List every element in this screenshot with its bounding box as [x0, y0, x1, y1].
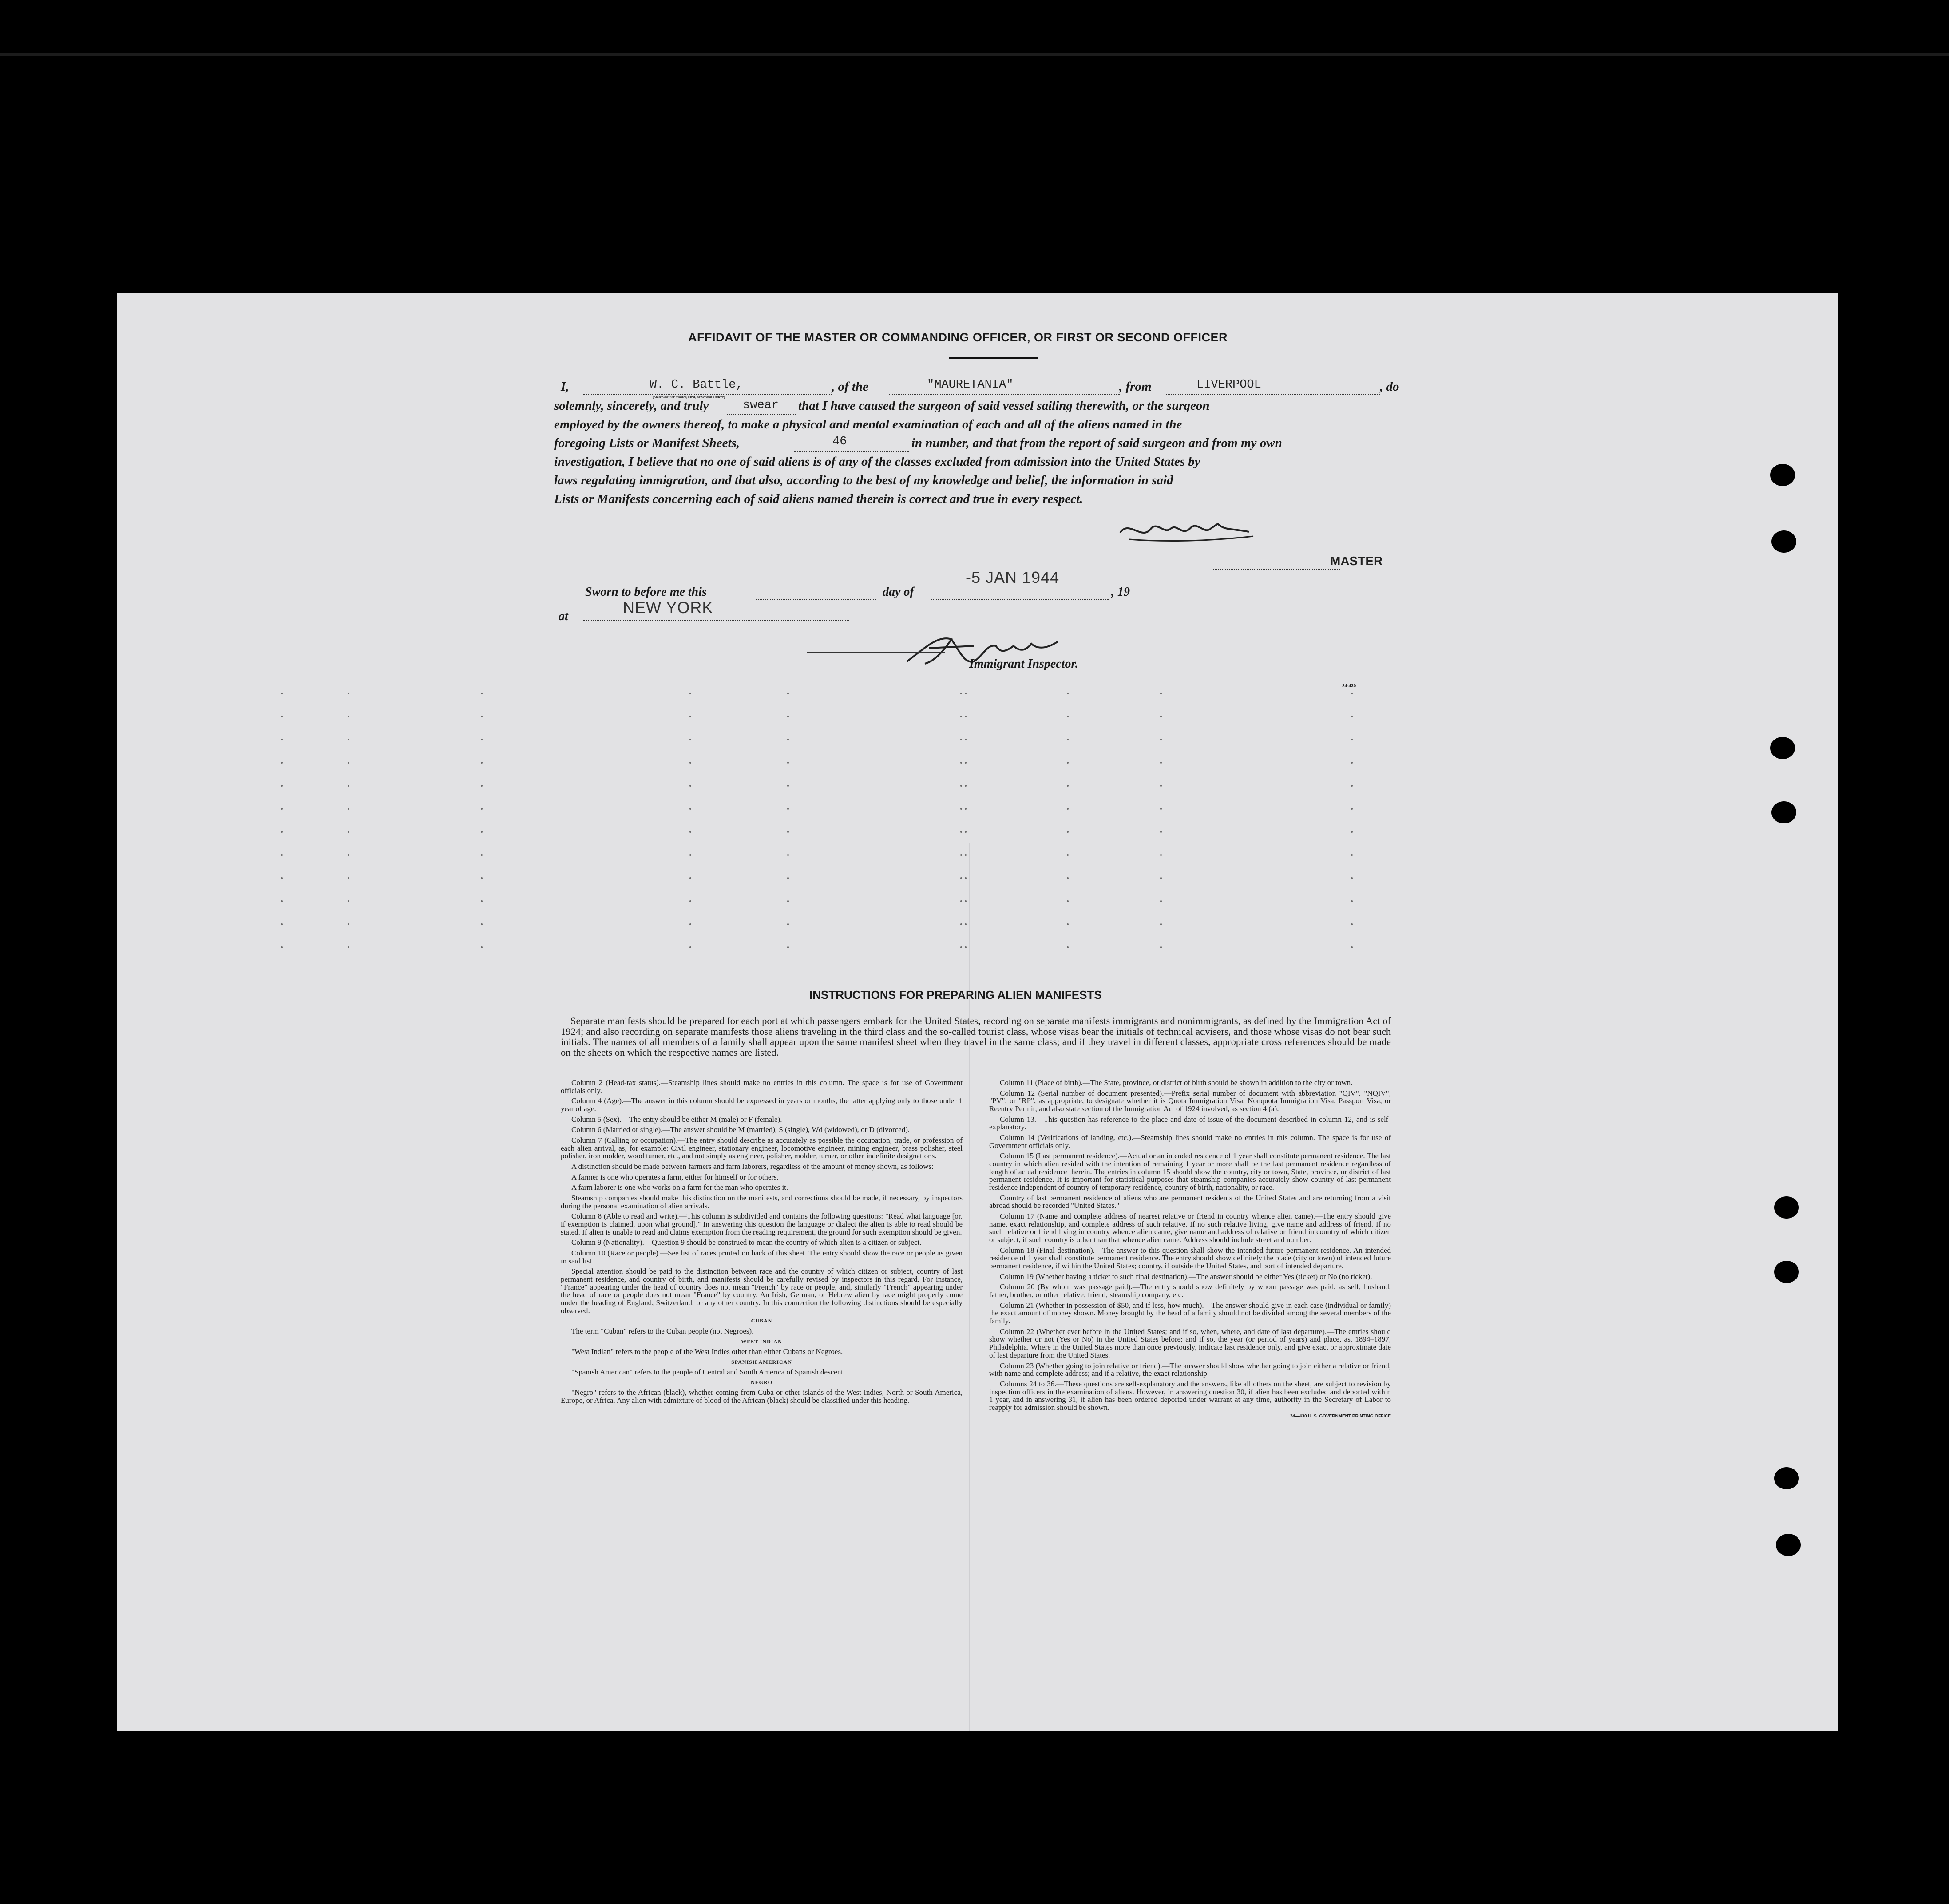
punch-hole [1770, 737, 1795, 759]
guide-dot [1067, 831, 1069, 833]
guide-dot [281, 785, 283, 787]
instruction-paragraph: Columns 24 to 36.—These questions are self-explanatory and the answers, like all others on the sheet, are subject to revision by inspection officers in the examination of aliens. However, in answering question 30, if alien has been excluded and deported within 1 year, and in answering 31, if alien has been ordered deported under warrant at any time, authority in the Secretary of Labor to reapply for admission should be shown. [989, 1379, 1391, 1412]
instruction-paragraph: Column 17 (Name and complete address of nearest relative or friend in country whence alien came).—The entry should give name, exact relationship, and complete address of such relative. If no such relative living, give name and address of friend. If no such relative or friend living in country whence alien came, give name and address of relative or friend in country of which citizen or subject, if such country is other than that whence alien came. Address should include street and number. [989, 1212, 1391, 1244]
instruction-paragraph: Column 13.—This question has reference to the place and date of issue of the document described in column 12, and is self-explanatory. [989, 1115, 1391, 1132]
oath-word: swear [743, 399, 779, 412]
officer-note: (State whether Master, First, or Second Officer) [653, 395, 725, 399]
guide-dot [787, 900, 789, 902]
guide-dot [1067, 693, 1069, 694]
at-label: at [559, 610, 568, 623]
guide-dot [1067, 923, 1069, 925]
guide-dot [689, 716, 691, 717]
instruction-paragraph: A distinction should be made between farmers and farm laborers, regardless of the amount of money shown, as follows: [571, 1162, 934, 1171]
west-indian-text: "West Indian" refers to the people of the West Indies other than either Cubans or Negroes. [571, 1347, 843, 1356]
word-from: , from [1119, 380, 1152, 394]
guide-dot [1160, 808, 1162, 810]
inspector-label: Immigrant Inspector. [969, 657, 1078, 671]
place-line [583, 620, 849, 621]
guide-dot [1067, 785, 1069, 787]
guide-dot [1067, 854, 1069, 856]
spanish-american-text: "Spanish American" refers to the people of Central and South America of Spanish descent. [571, 1368, 845, 1377]
film-edge-top [0, 53, 1949, 56]
guide-dot [1067, 762, 1069, 764]
guide-dot [481, 693, 483, 694]
guide-dot [1351, 785, 1353, 787]
guide-dot [481, 808, 483, 810]
guide-dot [1160, 923, 1162, 925]
guide-dot [689, 808, 691, 810]
guide-dot [965, 831, 967, 833]
guide-dot [965, 739, 967, 740]
guide-dot [1160, 739, 1162, 740]
instruction-paragraph: Column 18 (Final destination).—The answer to this question shall show the intended future permanent residence. An intended residence of 1 year shall constitute permanent residence. The entry should show definitely the place (city or town) of intended future permanent residence, if within the United States; country, if outside the United States, and port of intended departure. [989, 1246, 1391, 1271]
guide-dot [689, 946, 691, 948]
master-signature-line [1213, 569, 1340, 570]
guide-dot [1160, 877, 1162, 879]
guide-dot [348, 831, 349, 833]
guide-dot [348, 854, 349, 856]
guide-dot [481, 762, 483, 764]
word-i: I, [561, 380, 569, 394]
punch-hole [1776, 1534, 1801, 1556]
punch-hole [1770, 464, 1795, 486]
guide-dot [1067, 716, 1069, 717]
guide-dot [960, 831, 962, 833]
guide-dot [689, 900, 691, 902]
guide-dot [281, 923, 283, 925]
instruction-paragraph: Column 5 (Sex).—The entry should be either M (male) or F (female). [571, 1115, 782, 1124]
guide-dot [1067, 877, 1069, 879]
instruction-paragraph: Column 8 (Able to read and write).—This column is subdivided and contains the following questions: "Read what language [or, if exemption is claimed, upon what ground]." In answering this question the language or dialect the alien is able to read should be stated. If alien is unable to read and claims exemption from the reading requirement, the ground for such exemption should be given. [561, 1212, 963, 1236]
guide-dot [348, 946, 349, 948]
master-signature [1116, 515, 1258, 550]
date-stamp: -5 JAN 1944 [966, 568, 1060, 586]
guide-dot [787, 739, 789, 740]
guide-dot [481, 785, 483, 787]
guide-dot [960, 693, 962, 694]
guide-dot [965, 877, 967, 879]
inspector-signature-line [807, 652, 945, 653]
guide-dot [1351, 923, 1353, 925]
punch-hole [1774, 1196, 1799, 1219]
guide-dot [965, 693, 967, 694]
guide-dot [1067, 946, 1069, 948]
guide-dot [1160, 854, 1162, 856]
word-do: , do [1380, 380, 1399, 394]
guide-dot [481, 877, 483, 879]
affidavit-line-6: laws regulating immigration, and that also, according to the best of my knowledge and belief, the information in said [554, 473, 1173, 487]
instructions-intro: Separate manifests should be prepared for each port at which passengers embark for the United States, recording on separate manifests immigrants and nonimmigrants, as defined by the Immigration Act of 1924; and also recording on separate manifests those aliens traveling in the third class and the so-called tourist class, whose visas bear the initials of technical advisers, and those whose visas do not bear such initials. The names of all members of a family shall appear upon the same manifest sheet when they travel in the same class; and if they travel in different classes, appropriate cross references should be made on the sheets on which the respective names are listed. [561, 1015, 1391, 1058]
guide-dot [481, 716, 483, 717]
instruction-paragraph: Column 15 (Last permanent residence).—Actual or an intended residence of 1 year shall constitute permanent residence. The last country in which alien resided with the intention of remaining 1 year or more shall be the last permanent residence regardless of length of actual residence therein. The entries in column 15 should show the country, city or town, State, province, or district of last permanent residence. It is important for statistical purposes that steamship companies accurately show country of last permanent residence independent of country of temporary residence, country of birth, nationality, or race. [989, 1152, 1391, 1192]
guide-dot [1067, 808, 1069, 810]
instruction-paragraph: Column 19 (Whether having a ticket to such final destination).—The answer should be either Yes (ticket) or No (no ticket). [1000, 1272, 1372, 1281]
negro-text: "Negro" refers to the African (black), whether coming from Cuba or other islands of the West Indies, North or South America, Europe, or Africa. Any alien with admixture of blood of the African (black) should be classified under this heading. [561, 1388, 963, 1405]
guide-dot [281, 900, 283, 902]
guide-dot [1351, 854, 1353, 856]
guide-dot [1351, 739, 1353, 740]
guide-dot [1160, 762, 1162, 764]
cuban-heading: CUBAN [751, 1318, 772, 1324]
affidavit-line-7: Lists or Manifests concerning each of said aliens named therein is correct and true in every respect. [554, 492, 1083, 506]
guide-dot [281, 831, 283, 833]
instruction-paragraph: Column 4 (Age).—The answer in this column should be expressed in years or months, the latter applying only to those under 1 year of age. [561, 1096, 963, 1113]
sworn-day-line [756, 599, 876, 600]
page-fold [969, 843, 970, 1731]
punch-hole [1771, 801, 1796, 823]
guide-dot [481, 831, 483, 833]
guide-dot [1067, 739, 1069, 740]
port-name: LIVERPOOL [1196, 378, 1261, 392]
guide-dot [348, 693, 349, 694]
guide-dot [965, 854, 967, 856]
guide-dot [689, 739, 691, 740]
instruction-paragraph: Column 22 (Whether ever before in the United States; and if so, when, where, and date of last departure).—The entries should show whether or not (Yes or No) in the United States before; and if so, the year (or period of years) and place, as, 1894–1897, Philadelphia. Where in the United States more than once previously, indicate last residence only, and give exact or approximate date of last departure from the United States. [989, 1327, 1391, 1359]
sheet-count: 46 [832, 435, 847, 448]
oath-line-start: solemnly, sincerely, and truly [554, 399, 709, 413]
guide-dot [348, 808, 349, 810]
guide-dot [689, 854, 691, 856]
guide-dot [787, 785, 789, 787]
guide-dot [281, 739, 283, 740]
guide-dot [1351, 946, 1353, 948]
guide-dot [348, 900, 349, 902]
instruction-paragraph: Column 2 (Head-tax status).—Steamship lines should make no entries in this column. The space is for use of Government officials only. [561, 1078, 963, 1095]
guide-dot [960, 877, 962, 879]
guide-dot [1351, 808, 1353, 810]
guide-dot [965, 900, 967, 902]
guide-dot [689, 762, 691, 764]
punch-hole [1771, 530, 1796, 553]
sworn-month-line [931, 599, 1109, 600]
instruction-paragraph: Special attention should be paid to the distinction between race and the country of which citizen or subject, country of last permanent residence, and country of birth, and manifests should be carefully revised by inspectors in this regard. For instance, "France" appearing under the head of country does not mean "French" by race or people, and, similarly "French" appearing under the head of race or people does not mean "France" by country. An Irish, German, or Hebrew alien by race might properly come under the heading of England, Switzerland, or any other country. In this connection the following distinctions should be especially observed: [561, 1267, 963, 1315]
guide-dot [1351, 716, 1353, 717]
affidavit-title: AFFIDAVIT OF THE MASTER OR COMMANDING OFFICER, OR FIRST OR SECOND OFFICER [688, 331, 1228, 344]
punch-hole [1774, 1261, 1799, 1283]
instruction-paragraph: Steamship companies should make this distinction on the manifests, and corrections should be made, if necessary, by inspectors during the personal examination of alien arrivals. [561, 1194, 963, 1210]
guide-dot [481, 900, 483, 902]
negro-heading: NEGRO [750, 1379, 772, 1385]
instruction-paragraph: Column 7 (Calling or occupation).—The entry should describe as accurately as possible the occupation, trade, or profession of each alien arrival, as, for example: Civil engineer, stationary engineer, locomotive engineer, mining engineer, brass polisher, steel polisher, iron molder, wood turner, etc., and not simply as engineer, polisher, molder, turner, or other indefinite designations. [561, 1136, 963, 1160]
guide-dot [1160, 831, 1162, 833]
guide-dot [281, 854, 283, 856]
guide-dot [348, 762, 349, 764]
guide-dot [960, 808, 962, 810]
guide-dot [787, 831, 789, 833]
guide-dot [787, 808, 789, 810]
guide-dot [281, 877, 283, 879]
instruction-paragraph: Column 20 (By whom was passage paid).—The entry should show definitely by whom passage was paid, as self; husband, father, brother, or other relative; friend; steamship company, etc. [989, 1283, 1391, 1299]
cuban-text: The term "Cuban" refers to the Cuban people (not Negroes). [571, 1326, 754, 1335]
guide-dot [1160, 693, 1162, 694]
guide-dot [1351, 831, 1353, 833]
instruction-paragraph: Column 6 (Married or single).—The answer should be M (married), S (single), Wd (widowed), or D (divorced). [571, 1125, 910, 1134]
instructions-right-column [989, 1079, 1391, 1421]
guide-dot [965, 923, 967, 925]
printing-office-footer: 24—430 U. S. GOVERNMENT PRINTING OFFICE [1290, 1413, 1391, 1419]
oath-word-line [727, 414, 796, 415]
oath-line-end: that I have caused the surgeon of said vessel sailing therewith, or the surgeon [798, 399, 1210, 413]
guide-dot [960, 946, 962, 948]
guide-dot [960, 923, 962, 925]
guide-dot [1160, 716, 1162, 717]
guide-dot [787, 946, 789, 948]
sworn-label: Sworn to before me this [585, 585, 707, 599]
guide-dot [1160, 946, 1162, 948]
instruction-paragraph: Column 23 (Whether going to join relative or friend).—The answer should show whether going to join either a relative or friend, with name and complete address; and if a relative, the exact relationship. [989, 1361, 1391, 1378]
guide-dot [281, 762, 283, 764]
guide-dot [1351, 877, 1353, 879]
guide-dot [960, 900, 962, 902]
affidavit-line-3: employed by the owners thereof, to make a physical and mental examination of each and all of the aliens named in the [554, 417, 1182, 431]
guide-dot [965, 808, 967, 810]
sheet-count-line [794, 451, 909, 452]
guide-dot [481, 946, 483, 948]
guide-dot [965, 785, 967, 787]
guide-dot [787, 877, 789, 879]
guide-dot [281, 716, 283, 717]
guide-dot [348, 716, 349, 717]
guide-dot [960, 854, 962, 856]
port-line [1165, 394, 1380, 395]
instruction-paragraph: A farm laborer is one who works on a farm for the man who operates it. [571, 1183, 788, 1192]
affidavit-line-4-end: in number, and that from the report of said surgeon and from my own [911, 436, 1282, 450]
instruction-paragraph: Country of last permanent residence of aliens who are permanent residents of the United States and are returning from a visit abroad should be recorded "United States." [989, 1193, 1391, 1210]
guide-dot [965, 762, 967, 764]
guide-dot [1351, 762, 1353, 764]
instructions-title: INSTRUCTIONS FOR PREPARING ALIEN MANIFESTS [809, 988, 1102, 1001]
guide-dot [481, 923, 483, 925]
punch-hole [1774, 1467, 1799, 1489]
instruction-paragraph: A farmer is one who operates a farm, either for himself or for others. [571, 1172, 779, 1181]
instruction-paragraph: Column 11 (Place of birth).—The State, province, or district of birth should be shown in addition to the city or town. [1000, 1078, 1353, 1087]
guide-dot [481, 854, 483, 856]
guide-dot [1351, 693, 1353, 694]
guide-dot [481, 739, 483, 740]
affidavit-line-5: investigation, I believe that no one of said aliens is of any of the classes excluded from admission into the United States by [554, 455, 1200, 469]
master-label: MASTER [1330, 554, 1383, 568]
place-stamp: NEW YORK [623, 598, 713, 617]
guide-dot [787, 854, 789, 856]
affidavit-line-4-start: foregoing Lists or Manifest Sheets, [554, 436, 740, 450]
word-of-the: , of the [832, 380, 868, 394]
west-indian-heading: WEST INDIAN [741, 1338, 782, 1345]
instruction-paragraph: Column 21 (Whether in possession of $50, and if less, how much).—The answer should give in each case (individual or family) the exact amount of money shown. Money brought by the head of a family should not be divided among the several members of the family. [989, 1301, 1391, 1326]
guide-dot [965, 946, 967, 948]
guide-dot [348, 739, 349, 740]
instruction-paragraph: Column 12 (Serial number of document presented).—Prefix serial number of document with abbreviation "QIV", "NQIV", "PV", or "RP", as appropriate, to designate whether it is Quota Immigration Visa, Nonquota Immigration Visa, Passport Visa, or Reentry Permit; and also state section of the Immigration Act of 1924 involved, as section 4 (a). [989, 1089, 1391, 1113]
manifest-sheet [117, 293, 1838, 1731]
guide-dot [960, 785, 962, 787]
year-label: , 19 [1111, 585, 1130, 599]
guide-dot [348, 923, 349, 925]
guide-dot [689, 923, 691, 925]
guide-dot [787, 923, 789, 925]
guide-dot [960, 739, 962, 740]
vessel-name: "MAURETANIA" [927, 378, 1014, 392]
form-code: 24-430 [1342, 684, 1356, 689]
vessel-line [889, 394, 1120, 395]
instructions-left-column [561, 1079, 963, 1407]
guide-dot [689, 785, 691, 787]
guide-dot [689, 693, 691, 694]
guide-dot [281, 693, 283, 694]
guide-dot [281, 946, 283, 948]
spanish-american-heading: SPANISH AMERICAN [731, 1358, 792, 1365]
title-rule [949, 357, 1038, 359]
day-of-label: day of [883, 585, 914, 599]
guide-dot [960, 762, 962, 764]
guide-dot [787, 716, 789, 717]
instruction-paragraph: Column 10 (Race or people).—See list of races printed on back of this sheet. The entry should show the race or people as given in said list. [561, 1249, 963, 1265]
instruction-paragraph: Column 14 (Verifications of landing, etc.).—Steamship lines should make no entries in this column. The space is for use of Government officials only. [989, 1133, 1391, 1150]
guide-dot [348, 785, 349, 787]
guide-dot [281, 808, 283, 810]
guide-dot [689, 877, 691, 879]
guide-dot [960, 716, 962, 717]
guide-dot [1067, 900, 1069, 902]
guide-dot [787, 762, 789, 764]
guide-dot [787, 693, 789, 694]
guide-dot [348, 877, 349, 879]
guide-dot [689, 831, 691, 833]
guide-dot [1351, 900, 1353, 902]
guide-dot [1160, 785, 1162, 787]
guide-dot [965, 716, 967, 717]
officer-name: W. C. Battle, [650, 378, 743, 392]
instruction-paragraph: Column 9 (Nationality).—Question 9 should be construed to mean the country of which alien is a citizen or subject. [571, 1238, 922, 1247]
guide-dot [1160, 900, 1162, 902]
